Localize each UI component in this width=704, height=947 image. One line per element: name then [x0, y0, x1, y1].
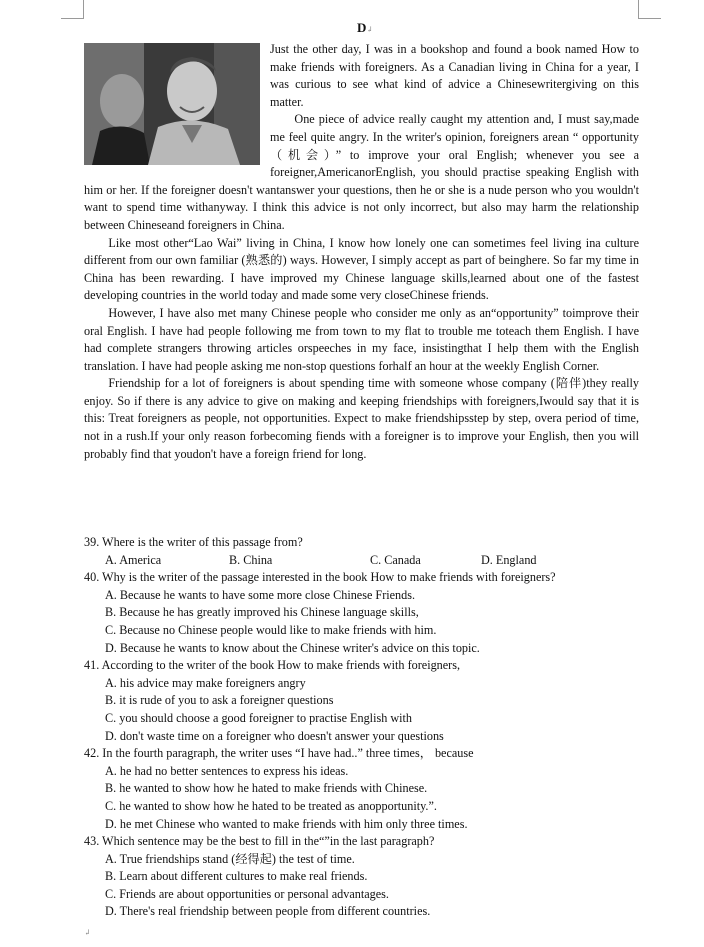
paragraph-4: However, I have also met many Chinese people who consider me only as an“opportunity” toimprove their oral English. I have had people following me from town to my flat to trouble me toteach them English. I have had complete strangers throwing articles orspeeches in my face, insistingthat I help them with the English translation. I have had people asking me non-stop questions forhalf an hour at the weekly English Corner. [84, 305, 639, 373]
question-stem: 43. Which sentence may be the best to fill in the“”in the last paragraph? [84, 834, 435, 849]
question-stem: 40. Why is the writer of the passage interested in the book How to make friends with foreigners? [84, 570, 556, 585]
option-a: A. he had no better sentences to express his ideas. [105, 763, 349, 778]
page-corner-mark-left [61, 0, 84, 19]
option-a: A. America [105, 552, 162, 567]
question-stem: 41. According to the writer of the book How to make friends with foreigners, [84, 658, 461, 673]
paragraph-3: Like most other“Lao Wai” living in China, I know how lonely one can sometimes feel living ina culture different from our own familiar (熟悉的) ways. However, I simply accept as part of beinghere. So far my time in China has been rewarding. I have improved my Chinese language skills,learned about one of the fastest developing countries in the world today and made some very closeChinese friends. [84, 235, 639, 303]
option-a: A. True friendships stand (经得起) the test of time. [105, 851, 355, 866]
option-c: C. Canada [370, 552, 421, 567]
paragraph-2: One piece of advice really caught my attention and, I must say,made me feel quite angry. In the writer's opinion, foreigners arean “ opportunity （机会）” to improve your oral English; whenever you see a foreigner,AmericanorEnglish, you should practise speaking English with him or her. If the foreigner doesn't wantanswer your questions, then he or she is a nude person who you wouldn't want to spend time withanyway. I think this advice is not only incorrect, but also may harm the relationship between Chineseand foreigners in China. [84, 112, 639, 232]
option-b: B. he wanted to show how he hated to make friends with Chinese. [105, 781, 428, 796]
option-group [105, 675, 644, 745]
page-corner-mark-right [638, 0, 661, 19]
option-b: B. Because he has greatly improved his Chinese language skills, [105, 605, 419, 620]
question-43 [84, 833, 644, 921]
question-stem: 39. Where is the writer of this passage from? [84, 535, 303, 549]
option-b: B. China [229, 552, 273, 567]
option-c: C. Friends are about opportunities or personal advantages. [105, 886, 389, 901]
option-d: D. There's real friendship between people from different countries. [105, 904, 431, 919]
paragraph-5: Friendship for a lot of foreigners is about spending time with someone whose company (陪伴)they really enjoy. So if there is any advice to give on making and keeping friendships with foreigners,Iwould say that it is this: Treat foreigners as people, not opportunities. Expect to make friendshipsstep by step, overa period of time, not in a rush.If your only reason forbecoming fiends with a foreigner is to improve your English, then you will probably find that youdon't have a foreign friend for long. [84, 376, 639, 461]
option-group [105, 552, 644, 570]
question-list [84, 534, 644, 921]
question-40 [84, 569, 644, 657]
paragraph-1: Just the other day, I was in a bookshop and found a book named How to make friends with foreigners. As a Canadian living in China for a year, I was curious to see what kind of advice a Chinesewritergiving on this matter. [270, 42, 639, 109]
option-c: C. Because no Chinese people would like to make friends with him. [105, 622, 437, 637]
option-c: C. you should choose a good foreigner to practise English with [105, 710, 413, 725]
photo-two-men [84, 43, 260, 165]
question-stem: 42. In the fourth paragraph, the writer uses “I have had..” three times， because [84, 746, 474, 761]
option-group [105, 587, 644, 657]
question-41 [84, 657, 644, 745]
question-39 [84, 534, 644, 569]
option-group [105, 763, 644, 833]
end-paragraph-mark: ↲ [84, 928, 91, 937]
option-d: D. England [481, 552, 537, 567]
option-d: D. don't waste time on a foreigner who doesn't answer your questions [105, 728, 444, 743]
option-b: B. it is rude of you to ask a foreigner questions [105, 693, 334, 708]
option-d: D. Because he wants to know about the Chinese writer's advice on this topic. [105, 640, 480, 655]
option-a: A. his advice may make foreigners angry [105, 675, 306, 690]
section-label: D [357, 20, 367, 35]
passage [84, 41, 639, 463]
option-b: B. Learn about different cultures to make real friends. [105, 869, 368, 884]
question-42 [84, 745, 644, 833]
section-heading [357, 20, 373, 36]
option-a: A. Because he wants to have some more close Chinese Friends. [105, 587, 416, 602]
option-d: D. he met Chinese who wanted to make friends with him only three times. [105, 816, 468, 831]
option-c: C. he wanted to show how he hated to be treated as anopportunity.”. [105, 798, 437, 813]
paragraph-mark: ↲ [366, 25, 374, 34]
option-group [105, 851, 644, 921]
